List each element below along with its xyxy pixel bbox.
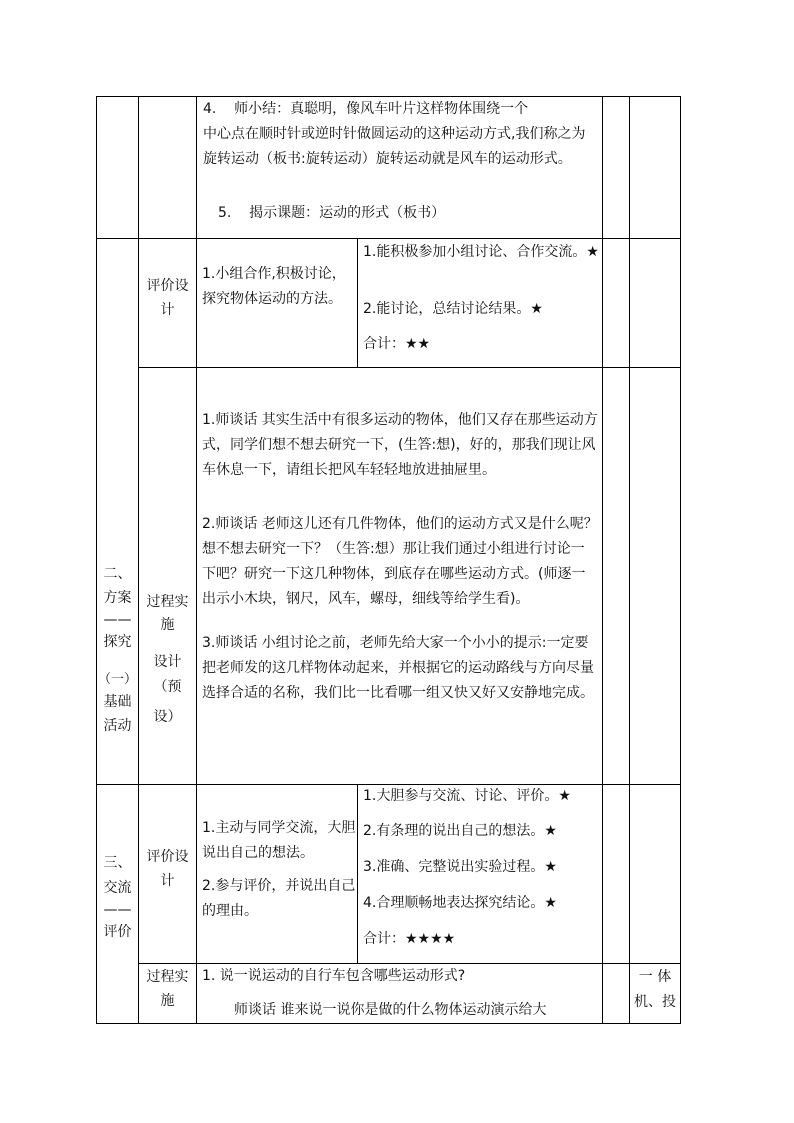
process-question: 1. 说一说运动的自行车包含哪些运动形式? bbox=[202, 968, 466, 984]
section-2-label-line: 活动 bbox=[103, 718, 132, 734]
section-2-label-line: （一） bbox=[97, 672, 137, 687]
eval-criterion: 2.有条理的说出自己的想法。★ bbox=[363, 823, 557, 839]
eval-goal: 1.小组合作,积极讨论，探究物体运动的方法。 bbox=[202, 266, 346, 307]
eval-design-label: 计 bbox=[160, 302, 175, 318]
process-teacher-talk: 师谈话 谁来说一说你是做的什么物体运动演示给大 bbox=[234, 1002, 547, 1018]
eval-total: 合计：★★ bbox=[363, 336, 431, 352]
eval-design-label: 评价设 bbox=[146, 278, 189, 294]
process-design-label: 施 bbox=[160, 617, 175, 633]
eval-criterion: 3.准确、完整说出实验过程。★ bbox=[363, 859, 557, 875]
eval-criterion: 1.能积极参加小组讨论、合作交流。★ bbox=[363, 244, 599, 260]
process-label: 施 bbox=[160, 993, 175, 1009]
eval-goal: 1.主动与同学交流，大胆说出自己的想法。 bbox=[202, 820, 356, 861]
eval-criterion: 1.大胆参与交流、讨论、评价。★ bbox=[363, 788, 571, 804]
section-3-label-line: 交流 bbox=[103, 880, 132, 896]
eval-design-label: 评价设 bbox=[146, 849, 189, 865]
section-2-label-line: 基础 bbox=[103, 694, 132, 710]
section-2-label-line: 探究 bbox=[103, 634, 132, 650]
section-3-label-line: —— bbox=[103, 902, 132, 918]
section-2-label-line: —— bbox=[103, 612, 132, 628]
process-paragraph: 2.师谈话 老师这儿还有几件物体，他们的运动方式又是什么呢？想不想去研究一下？（生答:想）那让我们通过小组进行讨论一下吧？研究一下这几种物体，到底存在哪些运动方式。(师逐一出示小木块，钢尺，风车，螺母，细线等给学生看)。 bbox=[202, 516, 598, 607]
eval-design-label: 计 bbox=[160, 873, 175, 889]
section-3-label-line: 三、 bbox=[103, 855, 132, 871]
process-design-label: （预 bbox=[153, 679, 182, 695]
process-design-label: 设计 bbox=[153, 654, 182, 670]
reveal-topic-item-5: 5. 揭示课题：运动的形式（板书） bbox=[218, 205, 446, 221]
eval-criterion: 4.合理顺畅地表达探究结论。★ bbox=[363, 895, 557, 911]
media-label: 一 体 bbox=[638, 969, 672, 985]
process-design-label: 过程实 bbox=[146, 594, 189, 610]
process-label: 过程实 bbox=[146, 969, 189, 985]
summary-item-4-first-line: 4. 师小结：真聪明，像风车叶片这样物体围绕一个 bbox=[203, 101, 529, 117]
process-paragraph: 3.师谈话 小组讨论之前，老师先给大家一个小小的提示:一定要把老师发的这几样物体动起来，并根据它的运动路线与方向尽量选择合适的名称，我们比一比看哪一组又快又好又安静地完成。 bbox=[202, 635, 594, 701]
media-label: 机、投 bbox=[634, 994, 676, 1010]
summary-item-4-rest: 中心点在顺时针或逆时针做圆运动的这种运动方式,我们称之为旋转运动（板书:旋转运动）旋转运动就是风车的运动形式。 bbox=[203, 126, 586, 167]
section-2-label-line: 方案 bbox=[103, 590, 132, 606]
process-paragraph: 1.师谈话 其实生活中有很多运动的物体，他们又存在那些运动方式，同学们想不想去研究一下，(生答:想)，好的，那我们现让风车休息一下，请组长把风车轻轻地放进抽屉里。 bbox=[202, 412, 598, 478]
eval-goal: 2.参与评价，并说出自己的理由。 bbox=[202, 878, 356, 919]
eval-total: 合计：★★★★ bbox=[363, 931, 456, 947]
eval-criterion: 2.能讨论，总结讨论结果。★ bbox=[363, 301, 543, 317]
section-2-label-line: 二、 bbox=[103, 566, 132, 582]
process-design-label: 设） bbox=[153, 709, 182, 725]
section-3-label-line: 评价 bbox=[103, 924, 132, 940]
